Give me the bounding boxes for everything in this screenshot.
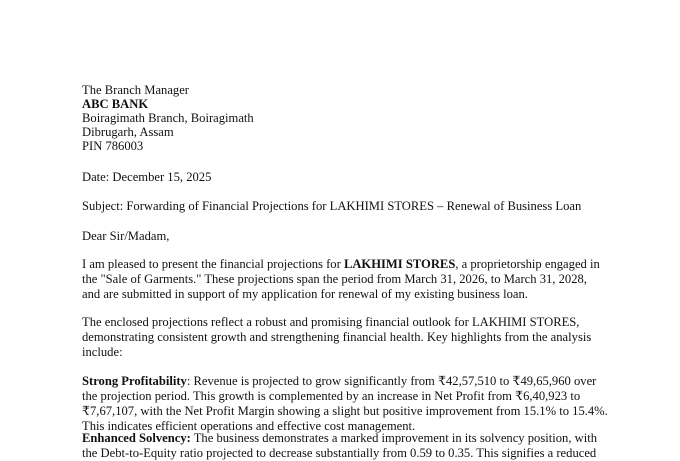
profitability-line2: the projection period. This growth is complemented by an increase in Net Profit from ₹6,40,923 to	[82, 389, 581, 403]
profitability-line1-text: : Revenue is projected to grow significantly from ₹42,57,510 to ₹49,65,960 over	[186, 374, 597, 388]
profitability-heading: Strong Profitability	[82, 374, 187, 388]
para1-line3: and are submitted in support of my application for renewal of my existing business loan.	[82, 287, 528, 301]
city-line: Dibrugarh, Assam	[82, 125, 174, 139]
para2-line1: The enclosed projections reflect a robust and promising financial outlook for LAKHIMI STORES,	[82, 315, 580, 329]
solvency-line2: the Debt-to-Equity ratio projected to decrease substantially from 0.59 to 0.35. This signifies a reduced	[82, 446, 597, 460]
bank-name: ABC BANK	[82, 97, 149, 111]
salutation: Dear Sir/Madam,	[82, 229, 170, 243]
para1-line2: the "Sale of Garments." These projections span the period from March 31, 2026, to March 31, 2028,	[82, 272, 587, 286]
letter-date: Date: December 15, 2025	[82, 170, 212, 184]
solvency-heading: Enhanced Solvency:	[82, 431, 191, 445]
para1-line1-pre: I am pleased to present the financial projections for	[82, 257, 344, 271]
pin-line: PIN 786003	[82, 139, 144, 153]
solvency-line1-text: The business demonstrates a marked improvement in its solvency position, with	[190, 431, 598, 445]
para2-line2: demonstrating consistent growth and strengthening financial health. Key highlights from the analysis	[82, 330, 592, 344]
profitability-line1	[82, 374, 602, 389]
solvency-line1	[82, 431, 602, 446]
letter-subject: Subject: Forwarding of Financial Projections for LAKHIMI STORES – Renewal of Business Loan	[82, 199, 582, 213]
para1-line1	[82, 257, 602, 272]
recipient-line: The Branch Manager	[82, 83, 189, 97]
para2-line3: include:	[82, 345, 123, 359]
para1-line1-post: , a proprietorship engaged in	[455, 257, 600, 271]
profitability-line3: ₹7,67,107, with the Net Profit Margin showing a slight but positive improvement from 15.1% to 15.4%.	[82, 404, 608, 418]
company-name-bold: LAKHIMI STORES	[343, 257, 456, 271]
branch-line: Boiragimath Branch, Boiragimath	[82, 111, 254, 125]
profitability-line4: This indicates efficient operations and effective cost management.	[82, 419, 416, 433]
